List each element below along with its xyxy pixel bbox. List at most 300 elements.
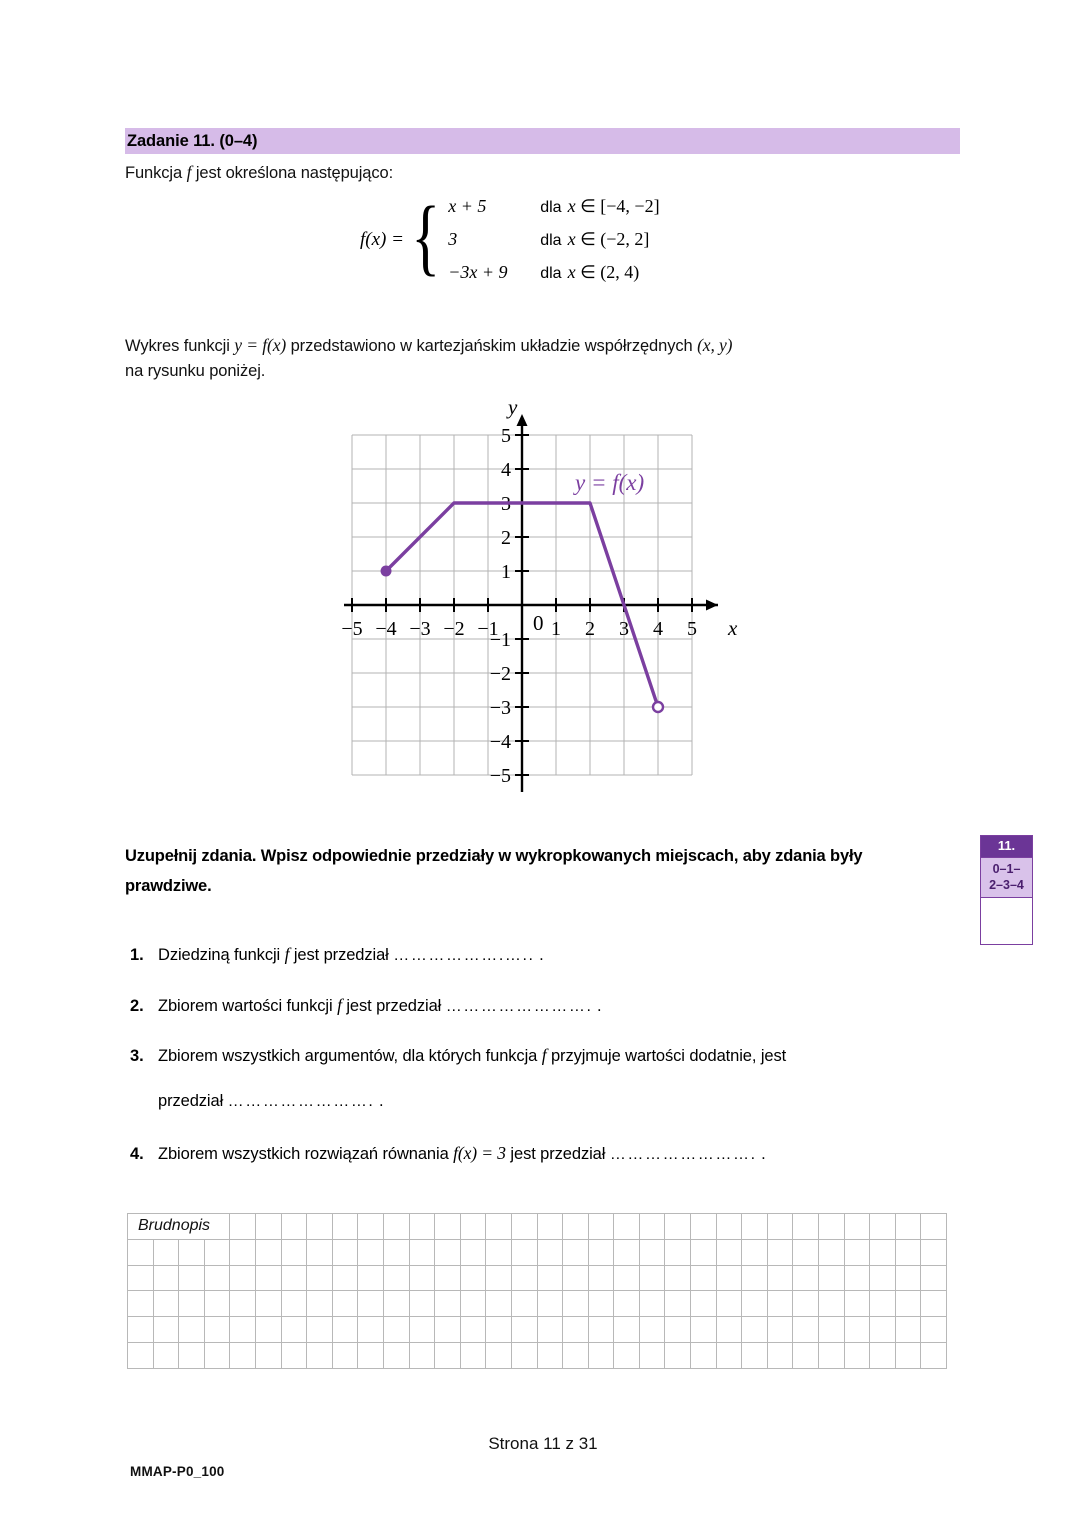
scratch-cell[interactable] bbox=[767, 1265, 793, 1291]
statement-function-symbol: f bbox=[541, 1045, 547, 1065]
statement-equation: f(x) = 3 bbox=[453, 1143, 506, 1163]
scratch-grid-row bbox=[128, 1265, 947, 1291]
curve-annotation-label: y = f(x) bbox=[575, 470, 645, 495]
scratch-cell[interactable] bbox=[153, 1291, 179, 1317]
scratch-cell[interactable] bbox=[255, 1214, 281, 1240]
statement-text-before: Dziedziną funkcji bbox=[158, 946, 281, 964]
scratch-cell[interactable] bbox=[844, 1214, 870, 1240]
graph-desc-part1: Wykres funkcji bbox=[125, 337, 230, 355]
svg-text:−4: −4 bbox=[489, 731, 511, 753]
case-membership: ∈ bbox=[580, 229, 596, 249]
scratch-cell[interactable] bbox=[179, 1291, 205, 1317]
svg-text:5: 5 bbox=[687, 618, 697, 640]
scratch-cell[interactable] bbox=[435, 1291, 461, 1317]
statement-function-symbol: f bbox=[284, 944, 290, 964]
case-expression: 3 bbox=[448, 229, 458, 249]
scratch-cell[interactable] bbox=[921, 1342, 947, 1368]
scratch-cell[interactable] bbox=[511, 1265, 537, 1291]
scratch-cell[interactable] bbox=[665, 1291, 691, 1317]
score-box-task-number: 11. bbox=[981, 836, 1032, 857]
scratch-cell[interactable] bbox=[716, 1239, 742, 1265]
formula-case-row bbox=[448, 229, 659, 250]
scratch-cell[interactable] bbox=[639, 1291, 665, 1317]
statement-number: 3. bbox=[130, 1047, 144, 1065]
svg-text:−3: −3 bbox=[409, 618, 431, 640]
scratch-label-cell: Brudnopis bbox=[128, 1214, 230, 1240]
y-axis-label: y bbox=[508, 395, 518, 419]
closed-endpoint-marker bbox=[381, 566, 392, 577]
scratch-grid-row bbox=[128, 1239, 947, 1265]
statement-item-4 bbox=[130, 1139, 970, 1169]
scratch-cell[interactable] bbox=[409, 1239, 435, 1265]
scratch-cell[interactable] bbox=[486, 1239, 512, 1265]
scratch-cell[interactable] bbox=[153, 1239, 179, 1265]
scratch-cell[interactable] bbox=[255, 1239, 281, 1265]
scratch-cell[interactable] bbox=[793, 1265, 819, 1291]
scratch-cell[interactable] bbox=[128, 1265, 154, 1291]
scratch-cell[interactable] bbox=[767, 1291, 793, 1317]
function-graph-svg bbox=[330, 392, 760, 812]
scratch-cell[interactable] bbox=[921, 1239, 947, 1265]
svg-text:4: 4 bbox=[653, 618, 663, 640]
scratch-cell[interactable] bbox=[767, 1239, 793, 1265]
case-membership: ∈ bbox=[580, 262, 596, 282]
scratch-cell[interactable] bbox=[665, 1265, 691, 1291]
scratch-cell[interactable] bbox=[460, 1317, 486, 1343]
svg-text:3: 3 bbox=[619, 618, 629, 640]
scratch-cell[interactable] bbox=[409, 1342, 435, 1368]
scratch-grid-row bbox=[128, 1214, 947, 1240]
statement-period: . bbox=[761, 1145, 766, 1163]
score-points-line-2: 2–3–4 bbox=[989, 878, 1024, 893]
scratch-cell[interactable] bbox=[895, 1214, 921, 1240]
answer-blank-2[interactable]: ……………………. bbox=[445, 998, 593, 1015]
scratch-cell[interactable] bbox=[128, 1239, 154, 1265]
scratch-cell[interactable] bbox=[793, 1239, 819, 1265]
statement-text-before: Zbiorem wartości funkcji bbox=[158, 997, 333, 1015]
scratch-cell[interactable] bbox=[793, 1214, 819, 1240]
scratch-cell[interactable] bbox=[921, 1265, 947, 1291]
task-header-label: Zadanie 11. (0–4) bbox=[127, 131, 258, 150]
scratch-cell[interactable] bbox=[844, 1342, 870, 1368]
graph-desc-equation: y = f(x) bbox=[234, 335, 287, 355]
graph-description-text bbox=[125, 333, 965, 384]
scratch-cell[interactable] bbox=[230, 1342, 256, 1368]
scratch-cell[interactable] bbox=[614, 1214, 640, 1240]
scratch-cell[interactable] bbox=[383, 1265, 409, 1291]
scratch-cell[interactable] bbox=[563, 1239, 589, 1265]
x-axis-arrow bbox=[706, 600, 718, 611]
scratch-cell[interactable] bbox=[460, 1291, 486, 1317]
scratch-cell[interactable] bbox=[358, 1291, 384, 1317]
x-axis-tick-labels bbox=[341, 618, 697, 640]
scratch-cell[interactable] bbox=[588, 1291, 614, 1317]
scratch-cell[interactable] bbox=[486, 1291, 512, 1317]
scratch-grid-body bbox=[128, 1214, 947, 1369]
scratch-cell[interactable] bbox=[179, 1265, 205, 1291]
scratch-cell[interactable] bbox=[383, 1291, 409, 1317]
origin-label: 0 bbox=[533, 611, 544, 635]
scratch-cell[interactable] bbox=[204, 1265, 230, 1291]
scratch-cell[interactable] bbox=[307, 1265, 333, 1291]
scratch-cell[interactable] bbox=[742, 1317, 768, 1343]
statement-period: . bbox=[378, 1092, 384, 1110]
scratch-cell[interactable] bbox=[742, 1239, 768, 1265]
scratch-cell[interactable] bbox=[767, 1214, 793, 1240]
scratch-cell[interactable] bbox=[537, 1239, 563, 1265]
svg-text:−3: −3 bbox=[489, 697, 511, 719]
scratch-cell[interactable] bbox=[153, 1342, 179, 1368]
score-box-points bbox=[981, 857, 1032, 898]
scratch-cell[interactable] bbox=[537, 1317, 563, 1343]
scratch-cell[interactable] bbox=[179, 1239, 205, 1265]
scratch-cell[interactable] bbox=[716, 1265, 742, 1291]
scratch-cell[interactable] bbox=[511, 1214, 537, 1240]
scratch-cell[interactable] bbox=[819, 1342, 845, 1368]
scratch-cell[interactable] bbox=[665, 1239, 691, 1265]
scratch-cell[interactable] bbox=[665, 1317, 691, 1343]
scratch-cell[interactable] bbox=[895, 1265, 921, 1291]
graph-desc-part3: na rysunku poniżej. bbox=[125, 362, 266, 380]
case-condition bbox=[540, 262, 639, 283]
scratch-cell[interactable] bbox=[614, 1239, 640, 1265]
scratch-cell[interactable] bbox=[895, 1291, 921, 1317]
scratch-cell[interactable] bbox=[614, 1317, 640, 1343]
scratch-cell[interactable] bbox=[255, 1291, 281, 1317]
scratch-cell[interactable] bbox=[537, 1342, 563, 1368]
scratch-cell[interactable] bbox=[819, 1291, 845, 1317]
scratch-cell[interactable] bbox=[358, 1265, 384, 1291]
scratch-cell[interactable] bbox=[435, 1239, 461, 1265]
scratch-cell[interactable] bbox=[486, 1214, 512, 1240]
x-axis-label: x bbox=[728, 616, 738, 640]
scratch-cell[interactable] bbox=[460, 1342, 486, 1368]
case-condition bbox=[540, 229, 649, 250]
scratch-cell[interactable] bbox=[563, 1317, 589, 1343]
function-graph bbox=[330, 392, 760, 812]
scratch-grid-row bbox=[128, 1291, 947, 1317]
scratch-cell[interactable] bbox=[588, 1342, 614, 1368]
scratch-cell[interactable] bbox=[742, 1291, 768, 1317]
scratch-cell[interactable] bbox=[358, 1239, 384, 1265]
statement-item-3 bbox=[130, 1041, 970, 1070]
scratch-cell[interactable] bbox=[588, 1265, 614, 1291]
scratch-cell[interactable] bbox=[435, 1342, 461, 1368]
scratch-cell[interactable] bbox=[691, 1291, 717, 1317]
scratch-cell[interactable] bbox=[409, 1291, 435, 1317]
case-membership: ∈ bbox=[580, 196, 596, 216]
scratch-cell[interactable] bbox=[537, 1291, 563, 1317]
scratch-cell[interactable] bbox=[460, 1239, 486, 1265]
scratch-cell[interactable] bbox=[332, 1239, 358, 1265]
scratch-cell[interactable] bbox=[230, 1239, 256, 1265]
intro-suffix: jest określona następująco: bbox=[195, 164, 394, 182]
formula-case-row bbox=[448, 196, 659, 217]
scratch-cell[interactable] bbox=[716, 1342, 742, 1368]
svg-text:−5: −5 bbox=[341, 618, 363, 640]
case-condition bbox=[540, 196, 659, 217]
scratch-cell[interactable] bbox=[844, 1265, 870, 1291]
piecewise-formula bbox=[360, 188, 660, 285]
scratch-cell[interactable] bbox=[409, 1265, 435, 1291]
scratch-cell[interactable] bbox=[179, 1342, 205, 1368]
scratch-cell[interactable] bbox=[716, 1317, 742, 1343]
svg-text:4: 4 bbox=[501, 459, 511, 481]
scratch-cell[interactable] bbox=[921, 1291, 947, 1317]
svg-text:−5: −5 bbox=[489, 765, 511, 787]
scratch-cell[interactable] bbox=[614, 1265, 640, 1291]
scratch-cell[interactable] bbox=[691, 1239, 717, 1265]
scratch-cell[interactable] bbox=[639, 1239, 665, 1265]
scratch-cell[interactable] bbox=[563, 1214, 589, 1240]
scratch-cell[interactable] bbox=[281, 1239, 307, 1265]
case-range: (−2, 2] bbox=[600, 229, 650, 249]
scratch-cell[interactable] bbox=[307, 1317, 333, 1343]
scratch-cell[interactable] bbox=[563, 1291, 589, 1317]
scratch-cell[interactable] bbox=[281, 1265, 307, 1291]
scratch-cell[interactable] bbox=[742, 1265, 768, 1291]
statement-item-3-continuation bbox=[158, 1092, 383, 1111]
scratch-cell[interactable] bbox=[639, 1265, 665, 1291]
graph-axes bbox=[344, 419, 718, 792]
scratch-cell[interactable] bbox=[588, 1214, 614, 1240]
scratch-cell[interactable] bbox=[819, 1265, 845, 1291]
svg-text:2: 2 bbox=[585, 618, 595, 640]
svg-text:−4: −4 bbox=[375, 618, 397, 640]
scratch-cell[interactable] bbox=[511, 1291, 537, 1317]
scratch-cell[interactable] bbox=[691, 1214, 717, 1240]
scratch-cell[interactable] bbox=[307, 1214, 333, 1240]
scratch-cell[interactable] bbox=[460, 1265, 486, 1291]
scratch-cell[interactable] bbox=[614, 1342, 640, 1368]
statement-text-before: Zbiorem wszystkich rozwiązań równania bbox=[158, 1145, 449, 1163]
scratch-cell[interactable] bbox=[358, 1317, 384, 1343]
scratch-cell[interactable] bbox=[691, 1265, 717, 1291]
scratch-cell[interactable] bbox=[921, 1317, 947, 1343]
statement-function-symbol: f bbox=[337, 995, 342, 1015]
formula-brace: { bbox=[411, 188, 441, 285]
scratch-cell[interactable] bbox=[793, 1317, 819, 1343]
case-expression: x + 5 bbox=[448, 196, 487, 216]
scratch-grid[interactable] bbox=[127, 1213, 947, 1368]
scratch-cell[interactable] bbox=[460, 1214, 486, 1240]
scratch-grid-table bbox=[127, 1213, 947, 1369]
scratch-cell[interactable] bbox=[255, 1317, 281, 1343]
scratch-cell[interactable] bbox=[895, 1342, 921, 1368]
scratch-cell[interactable] bbox=[383, 1342, 409, 1368]
scratch-cell[interactable] bbox=[921, 1214, 947, 1240]
scratch-cell[interactable] bbox=[870, 1342, 896, 1368]
scratch-cell[interactable] bbox=[665, 1342, 691, 1368]
svg-text:2: 2 bbox=[501, 527, 511, 549]
scratch-cell[interactable] bbox=[844, 1317, 870, 1343]
scratch-cell[interactable] bbox=[179, 1317, 205, 1343]
scratch-cell[interactable] bbox=[639, 1214, 665, 1240]
statement-text-after: jest przedział bbox=[293, 946, 389, 964]
scratch-cell[interactable] bbox=[153, 1265, 179, 1291]
scratch-cell[interactable] bbox=[819, 1239, 845, 1265]
svg-text:−2: −2 bbox=[489, 663, 511, 685]
svg-text:3: 3 bbox=[501, 493, 511, 515]
statement-number: 4. bbox=[130, 1145, 144, 1163]
score-points-line-1: 0–1– bbox=[992, 862, 1021, 877]
scratch-cell[interactable] bbox=[486, 1342, 512, 1368]
scratch-cell[interactable] bbox=[332, 1342, 358, 1368]
answer-blank-3[interactable]: ……………………. bbox=[227, 1093, 375, 1110]
score-box bbox=[980, 835, 1033, 945]
svg-text:−2: −2 bbox=[443, 618, 465, 640]
scratch-cell[interactable] bbox=[204, 1342, 230, 1368]
scratch-cell[interactable] bbox=[895, 1239, 921, 1265]
instruction-text: Uzupełnij zdania. Wpisz odpowiednie przedziały w wykropkowanych miejscach, aby zdania były prawdziwe. bbox=[125, 847, 863, 895]
scratch-cell[interactable] bbox=[332, 1214, 358, 1240]
scratch-cell[interactable] bbox=[307, 1291, 333, 1317]
scratch-cell[interactable] bbox=[358, 1214, 384, 1240]
scratch-cell[interactable] bbox=[128, 1317, 154, 1343]
scratch-cell[interactable] bbox=[895, 1317, 921, 1343]
case-dla-word: dla bbox=[540, 232, 562, 249]
scratch-cell[interactable] bbox=[332, 1317, 358, 1343]
document-code: MMAP-P0_100 bbox=[130, 1464, 225, 1479]
scratch-cell[interactable] bbox=[255, 1342, 281, 1368]
scratch-cell[interactable] bbox=[409, 1214, 435, 1240]
scratch-cell[interactable] bbox=[716, 1214, 742, 1240]
graph-desc-part2: przedstawiono w kartezjańskim układzie współrzędnych bbox=[290, 337, 693, 355]
scratch-cell[interactable] bbox=[870, 1265, 896, 1291]
answer-blank-1[interactable]: ……………….….. bbox=[393, 947, 535, 964]
scratch-cell[interactable] bbox=[742, 1214, 768, 1240]
statement-continuation-text: przedział bbox=[158, 1092, 224, 1110]
scratch-cell[interactable] bbox=[128, 1342, 154, 1368]
scratch-cell[interactable] bbox=[383, 1317, 409, 1343]
scratch-cell[interactable] bbox=[819, 1214, 845, 1240]
scratch-cell[interactable] bbox=[230, 1265, 256, 1291]
scratch-cell[interactable] bbox=[588, 1317, 614, 1343]
scratch-cell[interactable] bbox=[563, 1342, 589, 1368]
case-range: (2, 4) bbox=[600, 262, 640, 282]
statement-text-before: Zbiorem wszystkich argumentów, dla których funkcja bbox=[158, 1047, 538, 1065]
scratch-cell[interactable] bbox=[230, 1291, 256, 1317]
scratch-cell[interactable] bbox=[767, 1317, 793, 1343]
scratch-cell[interactable] bbox=[588, 1239, 614, 1265]
case-variable: x bbox=[567, 229, 576, 249]
scratch-cell[interactable] bbox=[358, 1342, 384, 1368]
scratch-cell[interactable] bbox=[435, 1265, 461, 1291]
scratch-cell[interactable] bbox=[383, 1214, 409, 1240]
scratch-cell[interactable] bbox=[332, 1291, 358, 1317]
formula-case-row bbox=[448, 262, 659, 283]
scratch-cell[interactable] bbox=[665, 1214, 691, 1240]
statement-number: 1. bbox=[130, 946, 144, 964]
scratch-cell[interactable] bbox=[281, 1317, 307, 1343]
scratch-cell[interactable] bbox=[563, 1265, 589, 1291]
svg-text:1: 1 bbox=[551, 618, 561, 640]
scratch-cell[interactable] bbox=[691, 1342, 717, 1368]
scratch-cell[interactable] bbox=[639, 1342, 665, 1368]
score-box-marking-area[interactable] bbox=[981, 898, 1032, 944]
scratch-cell[interactable] bbox=[486, 1265, 512, 1291]
scratch-cell[interactable] bbox=[435, 1317, 461, 1343]
scratch-cell[interactable] bbox=[716, 1291, 742, 1317]
svg-text:−1: −1 bbox=[489, 629, 511, 651]
scratch-cell[interactable] bbox=[511, 1239, 537, 1265]
scratch-cell[interactable] bbox=[307, 1239, 333, 1265]
case-dla-word: dla bbox=[540, 199, 562, 216]
scratch-cell[interactable] bbox=[435, 1214, 461, 1240]
statement-number: 2. bbox=[130, 997, 144, 1015]
scratch-cell[interactable] bbox=[870, 1291, 896, 1317]
scratch-grid-row bbox=[128, 1342, 947, 1368]
scratch-cell[interactable] bbox=[307, 1342, 333, 1368]
case-dla-word: dla bbox=[540, 265, 562, 282]
scratch-cell[interactable] bbox=[281, 1214, 307, 1240]
scratch-cell[interactable] bbox=[537, 1214, 563, 1240]
scratch-cell[interactable] bbox=[332, 1265, 358, 1291]
scratch-grid-row bbox=[128, 1317, 947, 1343]
statement-period: . bbox=[539, 946, 544, 964]
scratch-cell[interactable] bbox=[204, 1291, 230, 1317]
statement-period: . bbox=[597, 997, 602, 1015]
scratch-cell[interactable] bbox=[793, 1291, 819, 1317]
svg-text:1: 1 bbox=[501, 561, 511, 583]
statement-text-after: przyjmuje wartości dodatnie, jest bbox=[550, 1047, 787, 1065]
scratch-cell[interactable] bbox=[204, 1317, 230, 1343]
scratch-cell[interactable] bbox=[870, 1239, 896, 1265]
scratch-cell[interactable] bbox=[281, 1291, 307, 1317]
scratch-cell[interactable] bbox=[255, 1265, 281, 1291]
intro-function-symbol: f bbox=[186, 162, 192, 182]
scratch-cell[interactable] bbox=[767, 1342, 793, 1368]
scratch-cell[interactable] bbox=[486, 1317, 512, 1343]
scratch-cell[interactable] bbox=[511, 1342, 537, 1368]
scratch-cell[interactable] bbox=[128, 1291, 154, 1317]
scratch-cell[interactable] bbox=[844, 1239, 870, 1265]
graph-desc-coordinates: (x, y) bbox=[697, 335, 733, 355]
scratch-cell[interactable] bbox=[230, 1317, 256, 1343]
svg-text:−1: −1 bbox=[477, 618, 499, 640]
scratch-cell[interactable] bbox=[639, 1317, 665, 1343]
scratch-cell[interactable] bbox=[230, 1214, 256, 1240]
scratch-cell[interactable] bbox=[204, 1239, 230, 1265]
answer-blank-4[interactable]: ……………………. bbox=[609, 1146, 757, 1163]
scratch-cell[interactable] bbox=[793, 1342, 819, 1368]
scratch-cell[interactable] bbox=[409, 1317, 435, 1343]
scratch-cell[interactable] bbox=[819, 1317, 845, 1343]
statement-item-1 bbox=[130, 940, 970, 970]
scratch-cell[interactable] bbox=[870, 1214, 896, 1240]
scratch-cell[interactable] bbox=[537, 1265, 563, 1291]
scratch-cell[interactable] bbox=[844, 1291, 870, 1317]
open-endpoint-marker bbox=[653, 702, 663, 712]
scratch-cell[interactable] bbox=[614, 1291, 640, 1317]
page-footer: Strona 11 z 31 bbox=[488, 1434, 598, 1453]
scratch-cell[interactable] bbox=[281, 1342, 307, 1368]
scratch-cell[interactable] bbox=[691, 1317, 717, 1343]
scratch-cell[interactable] bbox=[511, 1317, 537, 1343]
formula-left-side: f(x) = bbox=[360, 228, 404, 250]
statement-text-after: jest przedział bbox=[510, 1145, 606, 1163]
case-variable: x bbox=[567, 262, 576, 282]
formula-cases bbox=[446, 196, 659, 283]
scratch-cell[interactable] bbox=[153, 1317, 179, 1343]
svg-text:5: 5 bbox=[501, 425, 511, 447]
scratch-cell[interactable] bbox=[383, 1239, 409, 1265]
intro-prefix: Funkcja bbox=[125, 164, 183, 182]
scratch-cell[interactable] bbox=[742, 1342, 768, 1368]
case-range: [−4, −2] bbox=[600, 196, 660, 216]
statement-text-after: jest przedział bbox=[346, 997, 442, 1015]
scratch-cell[interactable] bbox=[870, 1317, 896, 1343]
